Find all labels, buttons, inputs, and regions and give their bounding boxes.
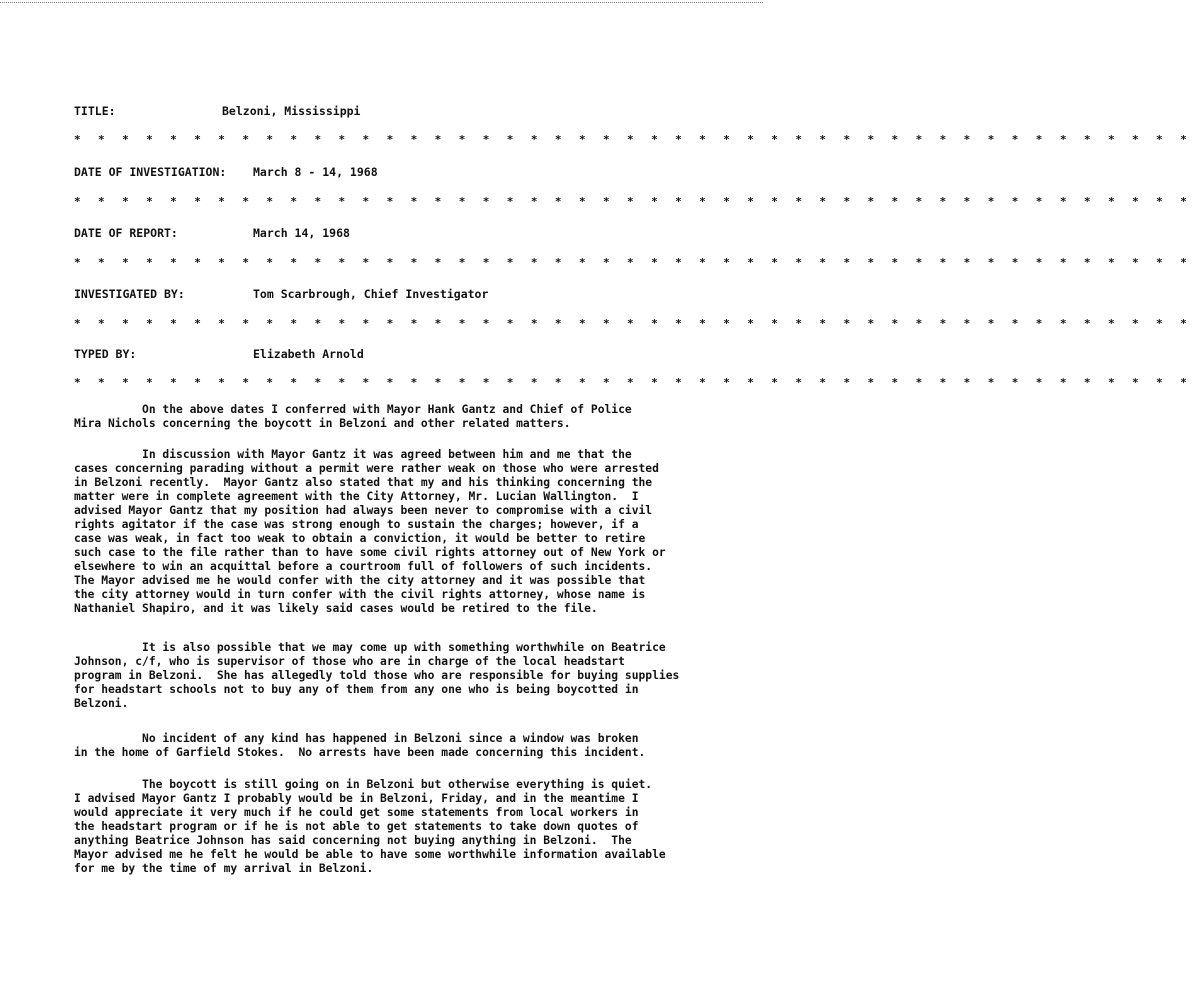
text-line: I advised Mayor Gantz I probably would be in Belzoni, Friday, and in the meantime I bbox=[74, 792, 639, 805]
text-line: Belzoni. bbox=[74, 697, 129, 710]
investigated-by-label: INVESTIGATED BY: bbox=[74, 287, 185, 301]
text-line: matter were in complete agreement with the City Attorney, Mr. Lucian Wallington. I bbox=[74, 490, 639, 503]
text-line: elsewhere to win an acquittal before a courtroom full of followers of such incidents. bbox=[74, 560, 653, 573]
paragraph-4 bbox=[74, 732, 754, 760]
text-line: In discussion with Mayor Gantz it was agreed between him and me that the bbox=[74, 448, 632, 461]
typed-by-label: TYPED BY: bbox=[74, 347, 137, 361]
investigated-by-value: Tom Scarbrough, Chief Investigator bbox=[253, 287, 489, 301]
text-line: the city attorney would in turn confer with the civil rights attorney, whose name is bbox=[74, 588, 646, 601]
title-value: Belzoni, Mississippi bbox=[222, 104, 361, 118]
text-line: The boycott is still going on in Belzoni but otherwise everything is quiet. bbox=[74, 778, 653, 791]
text-line: cases concerning parading without a permit were rather weak on those who were arrested bbox=[74, 462, 659, 475]
text-line: in Belzoni recently. Mayor Gantz also stated that my and his thinking concerning the bbox=[74, 476, 653, 489]
text-line: No incident of any kind has happened in Belzoni since a window was broken bbox=[74, 732, 639, 745]
report-date-value: March 14, 1968 bbox=[253, 226, 350, 240]
text-line: in the home of Garfield Stokes. No arrests have been made concerning this incident. bbox=[74, 746, 646, 759]
typed-by-value: Elizabeth Arnold bbox=[253, 347, 364, 361]
text-line: Mayor advised me he felt he would be able to have some worthwhile information available bbox=[74, 848, 666, 861]
text-line: advised Mayor Gantz that my position had always been never to compromise with a civil bbox=[74, 504, 653, 517]
investigation-date-value: March 8 - 14, 1968 bbox=[253, 165, 378, 179]
text-line: would appreciate it very much if he could get some statements from local workers in bbox=[74, 806, 639, 819]
paragraph-1 bbox=[74, 403, 754, 431]
investigation-date-label: DATE OF INVESTIGATION: bbox=[74, 165, 227, 179]
text-line: case was weak, in fact too weak to obtain a conviction, it would be better to retire bbox=[74, 532, 646, 545]
text-line: It is also possible that we may come up with something worthwhile on Beatrice bbox=[74, 641, 666, 654]
text-line: for me by the time of my arrival in Belzoni. bbox=[74, 862, 374, 875]
text-line: On the above dates I conferred with Mayor Hank Gantz and Chief of Police bbox=[74, 403, 632, 416]
report-date-label: DATE OF REPORT: bbox=[74, 226, 178, 240]
text-line: Johnson, c/f, who is supervisor of those who are in charge of the local headstart bbox=[74, 655, 625, 668]
separator-4: * * * * * * * * * * * * * * * * * * * * * * * * * * * * * * * * * * * * * * * * * * * * * * * bbox=[74, 317, 1192, 330]
separator-5: * * * * * * * * * * * * * * * * * * * * * * * * * * * * * * * * * * * * * * * * * * * * * * * bbox=[74, 376, 1192, 389]
text-line: Mira Nichols concerning the boycott in Belzoni and other related matters. bbox=[74, 417, 571, 430]
text-line: such case to the file rather than to have some civil rights attorney out of New York or bbox=[74, 546, 666, 559]
text-line: for headstart schools not to buy any of them from any one who is being boycotted in bbox=[74, 683, 639, 696]
separator-3: * * * * * * * * * * * * * * * * * * * * * * * * * * * * * * * * * * * * * * * * * * * * * * * bbox=[74, 256, 1192, 269]
title-label: TITLE: bbox=[74, 104, 116, 118]
text-line: The Mayor advised me he would confer with the city attorney and it was possible that bbox=[74, 574, 646, 587]
text-line: Nathaniel Shapiro, and it was likely said cases would be retired to the file. bbox=[74, 602, 598, 615]
paragraph-5 bbox=[74, 778, 754, 876]
paragraph-3 bbox=[74, 641, 754, 711]
text-line: anything Beatrice Johnson has said concerning not buying anything in Belzoni. The bbox=[74, 834, 632, 847]
separator-1: * * * * * * * * * * * * * * * * * * * * * * * * * * * * * * * * * * * * * * * * * * * * * * * bbox=[74, 133, 1192, 146]
text-line: rights agitator if the case was strong enough to sustain the charges; however, if a bbox=[74, 518, 639, 531]
paragraph-2 bbox=[74, 448, 754, 616]
separator-2: * * * * * * * * * * * * * * * * * * * * * * * * * * * * * * * * * * * * * * * * * * * * * * * bbox=[74, 195, 1192, 208]
text-line: the headstart program or if he is not able to get statements to take down quotes of bbox=[74, 820, 639, 833]
scan-edge-rule bbox=[0, 2, 763, 3]
text-line: program in Belzoni. She has allegedly told those who are responsible for buying supplies bbox=[74, 669, 680, 682]
